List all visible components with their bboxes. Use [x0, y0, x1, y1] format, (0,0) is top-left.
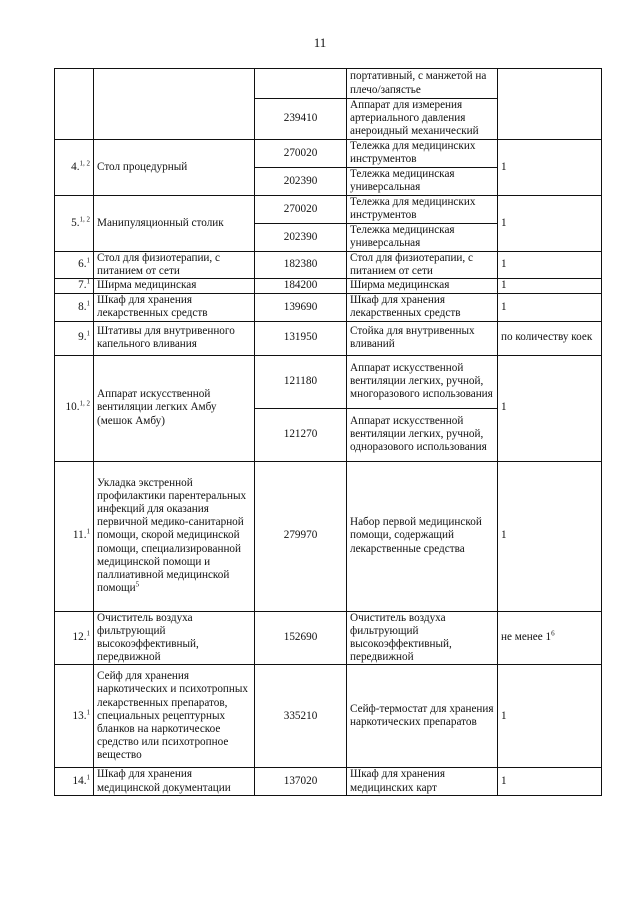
row-number-text: 14. [72, 775, 87, 788]
nomenclature-code: 131950 [255, 321, 347, 355]
quantity [498, 461, 602, 611]
quantity-text: 1 [501, 300, 507, 313]
row-number [55, 251, 94, 278]
row-number-text: 13. [72, 709, 87, 722]
equipment-name-text: Ширма медицинская [97, 279, 197, 292]
row-number-text: 11. [72, 529, 87, 542]
footnote-ref: 1, 2 [79, 399, 90, 408]
equipment-name [94, 321, 255, 355]
item-description: Шкаф для хранения медицинских карт [347, 768, 498, 795]
table-row [55, 279, 602, 294]
nomenclature-code: 152690 [255, 611, 347, 665]
footnote-ref: 1, 2 [79, 158, 90, 167]
quantity-text: 1 [501, 216, 507, 229]
row-number [55, 321, 94, 355]
nomenclature-code: 121270 [255, 408, 347, 461]
item-description: Тележка для медицинских инструментов [347, 195, 498, 223]
nomenclature-code [255, 69, 347, 99]
equipment-name [94, 355, 255, 461]
equipment-name-text: Стол для физиотерапии, с питанием от сети [97, 251, 220, 277]
nomenclature-code: 202390 [255, 223, 347, 251]
footnote-ref: 1 [86, 527, 90, 536]
nomenclature-code: 139690 [255, 294, 347, 321]
row-number-text: 7. [78, 279, 87, 292]
nomenclature-code: 184200 [255, 279, 347, 294]
equipment-name [94, 294, 255, 321]
nomenclature-code: 239410 [255, 99, 347, 140]
item-description: Тележка медицинская универсальная [347, 223, 498, 251]
row-number [55, 279, 94, 294]
equipment-table [54, 68, 602, 796]
quantity-text: 1 [501, 529, 507, 542]
footnote-ref: 1 [86, 256, 90, 265]
footnote-ref: 1 [86, 278, 90, 286]
table-row [55, 355, 602, 408]
item-description: портативный, с манжетой на плечо/запястье [347, 69, 498, 99]
equipment-name [94, 461, 255, 611]
equipment-name-text: Сейф для хранения наркотических и психотропных лекарственных препаратов, специальных рецептурных бланков на наркотическое средство или психотропное вещество [97, 670, 249, 762]
nomenclature-code: 202390 [255, 167, 347, 195]
row-number [55, 611, 94, 665]
row-number [55, 768, 94, 795]
equipment-name-text: Шкаф для хранения лекарственных средств [97, 294, 208, 320]
row-number-text: 5. [71, 216, 80, 229]
equipment-name [94, 665, 255, 768]
equipment-name-text: Стол процедурный [97, 160, 188, 173]
item-description: Сейф-термостат для хранения наркотических препаратов [347, 665, 498, 768]
item-description: Тележка для медицинских инструментов [347, 139, 498, 167]
footnote-ref: 1 [86, 329, 90, 338]
footnote-ref: 1 [86, 708, 90, 717]
quantity [498, 665, 602, 768]
table-row [55, 461, 602, 611]
row-number [55, 294, 94, 321]
footnote-ref: 6 [551, 629, 555, 638]
item-description: Стойка для внутривенных вливаний [347, 321, 498, 355]
nomenclature-code: 279970 [255, 461, 347, 611]
quantity [498, 279, 602, 294]
footnote-ref: 1, 2 [79, 214, 90, 223]
row-number-text: 8. [78, 300, 87, 313]
footnote-ref: 1 [86, 629, 90, 638]
equipment-name [94, 69, 255, 140]
row-number [55, 139, 94, 195]
quantity [498, 195, 602, 251]
equipment-name [94, 251, 255, 278]
item-description: Стол для физиотерапии, с питанием от сети [347, 251, 498, 278]
quantity-text: не менее 1 [501, 631, 552, 644]
item-description: Аппарат искусственной вентиляции легких, ручной, многоразового использования [347, 355, 498, 408]
item-description: Аппарат для измерения артериального давления анероидный механический [347, 99, 498, 140]
quantity-text: по количеству коек [501, 331, 593, 344]
nomenclature-code: 137020 [255, 768, 347, 795]
item-description: Шкаф для хранения лекарственных средств [347, 294, 498, 321]
item-description: Ширма медицинская [347, 279, 498, 294]
nomenclature-code: 270020 [255, 195, 347, 223]
nomenclature-code: 121180 [255, 355, 347, 408]
equipment-name-text: Манипуляционный столик [97, 216, 224, 229]
quantity [498, 139, 602, 195]
table-row [55, 665, 602, 768]
row-number [55, 355, 94, 461]
quantity-text: 1 [501, 160, 507, 173]
equipment-name-text: Укладка экстренной профилактики парентеральных инфекций для оказания первичной медико-санитарной помощи, скорой медицинской помощи, специализированной медицинской помощи и паллиативной медицинской помощи [97, 476, 247, 595]
page-number: 11 [313, 35, 327, 50]
table-row [55, 611, 602, 665]
table-row [55, 139, 602, 167]
quantity-text: 1 [501, 775, 507, 788]
quantity [498, 768, 602, 795]
nomenclature-code: 335210 [255, 665, 347, 768]
row-number [55, 461, 94, 611]
equipment-name [94, 279, 255, 294]
nomenclature-code: 182380 [255, 251, 347, 278]
table-row [55, 768, 602, 795]
footnote-ref: 1 [86, 298, 90, 307]
table-row [55, 195, 602, 223]
quantity [498, 69, 602, 140]
quantity [498, 321, 602, 355]
quantity [498, 611, 602, 665]
table-row [55, 69, 602, 99]
quantity [498, 251, 602, 278]
row-number-text: 9. [78, 331, 87, 344]
equipment-name-text: Аппарат искусственной вентиляции легких Амбу (мешок Амбу) [97, 388, 217, 427]
item-description: Очиститель воздуха фильтрующий высокоэффективный, передвижной [347, 611, 498, 665]
table-row [55, 294, 602, 321]
row-number-text: 12. [72, 631, 87, 644]
equipment-name-text: Очиститель воздуха фильтрующий высокоэффективный, передвижной [97, 611, 199, 664]
row-number-text: 10. [65, 401, 80, 414]
equipment-name-text: Штативы для внутривенного капельного вливания [97, 324, 235, 351]
row-number [55, 69, 94, 140]
quantity-text: 1 [501, 709, 507, 722]
quantity [498, 355, 602, 461]
equipment-name [94, 611, 255, 665]
quantity [498, 294, 602, 321]
table-row [55, 251, 602, 278]
row-number [55, 665, 94, 768]
quantity-text: 1 [501, 258, 507, 271]
table-row [55, 321, 602, 355]
nomenclature-code: 270020 [255, 139, 347, 167]
equipment-name [94, 195, 255, 251]
equipment-name [94, 139, 255, 195]
footnote-ref: 1 [86, 773, 90, 782]
footnote-ref: 5 [135, 580, 140, 589]
equipment-name-text: Шкаф для хранения медицинской документации [97, 768, 231, 794]
quantity-text: 1 [501, 401, 507, 414]
equipment-name [94, 768, 255, 795]
row-number [55, 195, 94, 251]
row-number-text: 6. [78, 258, 87, 271]
row-number-text: 4. [71, 160, 80, 173]
item-description: Набор первой медицинской помощи, содержащий лекарственные средства [347, 461, 498, 611]
item-description: Тележка медицинская универсальная [347, 167, 498, 195]
item-description: Аппарат искусственной вентиляции легких, ручной, одноразового использования [347, 408, 498, 461]
quantity-text: 1 [501, 279, 507, 292]
